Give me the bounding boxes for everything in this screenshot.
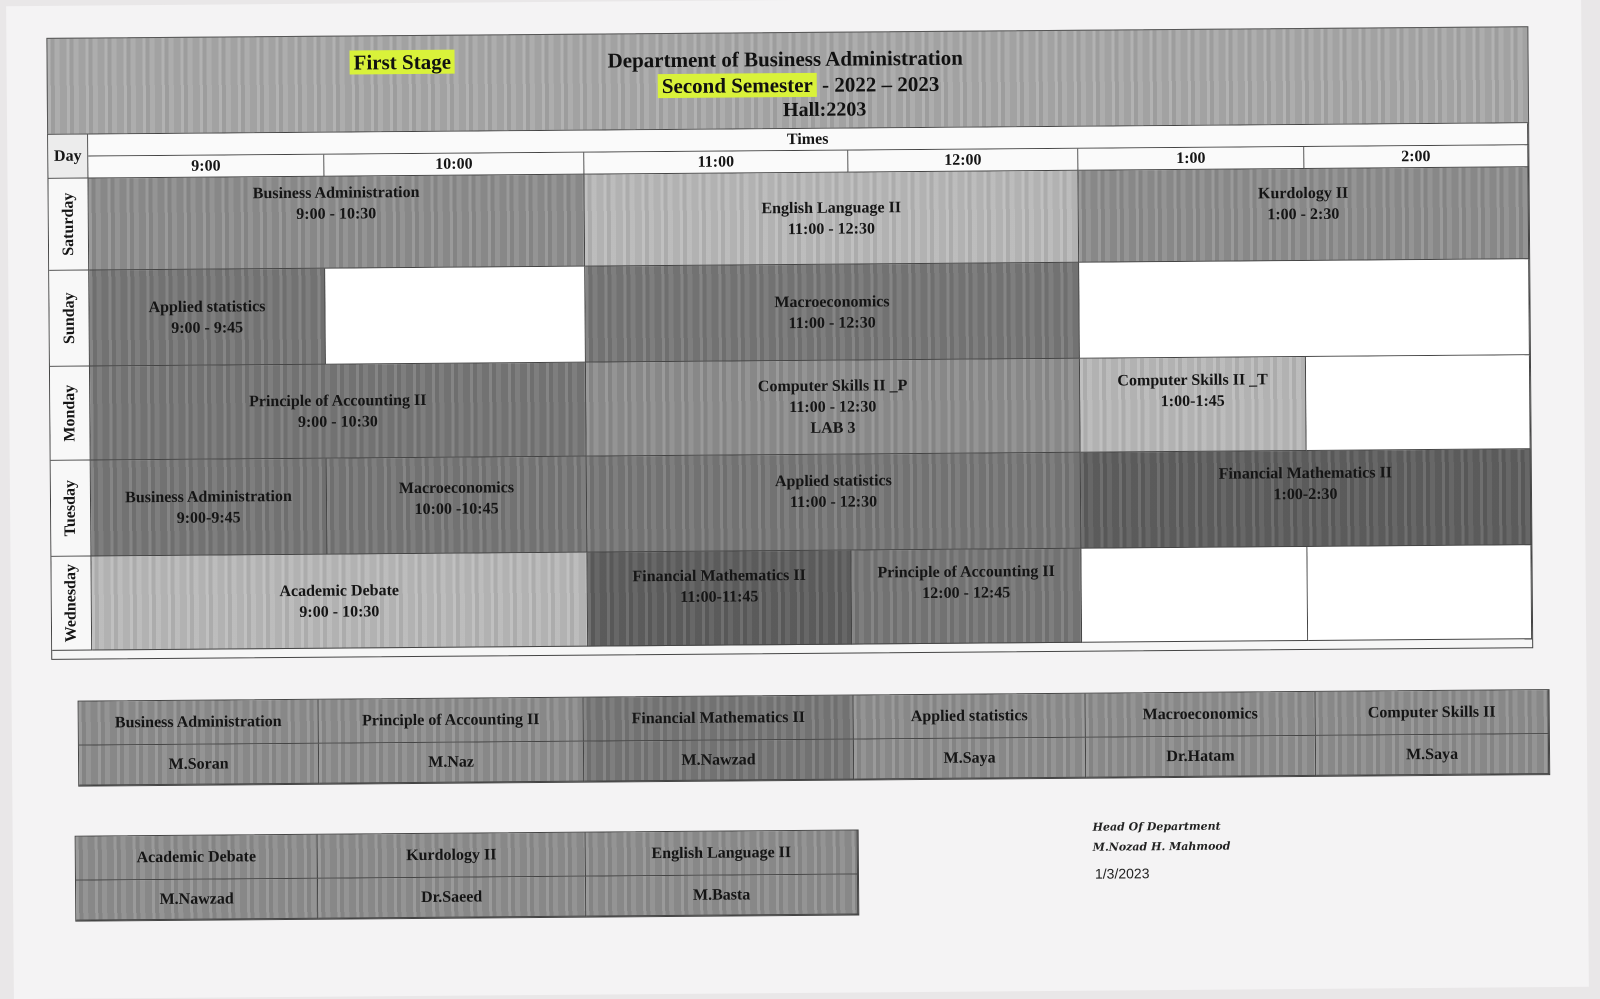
schedule-sheet	[6, 0, 1589, 999]
department-title: Department of Business Administration	[607, 45, 963, 73]
empty-slot	[325, 267, 586, 365]
course-header: Academic Debate	[76, 835, 318, 881]
teacher-name: M.Saya	[854, 738, 1086, 780]
class-time: 11:00-11:45	[680, 588, 759, 606]
class-block	[89, 269, 326, 367]
class-course: Academic Debate	[279, 581, 400, 600]
class-block	[587, 453, 1082, 553]
day-column-header: Day	[48, 135, 88, 179]
class-time: 1:00-1:45	[1160, 392, 1225, 411]
empty-slot	[1306, 355, 1531, 451]
class-block	[851, 549, 1082, 645]
class-course: English Language II	[761, 198, 902, 217]
class-time: 11:00 - 12:30	[787, 219, 876, 238]
day-text: Tuesday	[61, 479, 80, 537]
course-header: Macroeconomics	[1086, 692, 1316, 738]
time-slot-header: 11:00	[584, 151, 848, 175]
time-slot-header: 9:00	[88, 155, 324, 179]
class-course: Principle of Accounting II	[877, 562, 1055, 582]
time-slot-header: 12:00	[848, 149, 1078, 173]
class-time: 10:00 -10:45	[414, 500, 499, 519]
class-time: 1:00 - 2:30	[1267, 205, 1340, 224]
class-time: 1:00-2:30	[1273, 485, 1338, 504]
academic-year: 2022 – 2023	[834, 71, 940, 97]
teacher-name: M.Saya	[1316, 734, 1549, 776]
course-header: Business Administration	[79, 700, 319, 746]
class-course: Macroeconomics	[774, 292, 890, 311]
header-band	[46, 26, 1529, 135]
teacher-name: M.Basta	[586, 875, 858, 917]
semester-line	[658, 72, 940, 99]
class-block	[1078, 167, 1529, 263]
hall-label: Hall:2203	[782, 98, 867, 122]
class-time: 11:00 - 12:30	[789, 398, 877, 417]
class-course: Business Administration	[125, 487, 292, 506]
class-time: 9:00 - 9:45	[171, 318, 244, 337]
class-block	[585, 263, 1080, 363]
signature-block	[1093, 817, 1231, 858]
class-block	[90, 363, 587, 461]
teacher-name: M.Nawzad	[584, 740, 854, 782]
signature-name: M.Nozad H. Mahmood	[1092, 839, 1231, 854]
course-header: Principle of Accounting II	[319, 698, 584, 744]
time-slot-header: 10:00	[324, 153, 584, 177]
course-header: Financial Mathematics II	[584, 696, 854, 742]
stage-label	[349, 50, 455, 76]
day-label-wednesday	[51, 557, 92, 651]
day-text: Wednesday	[62, 564, 81, 643]
class-block	[587, 551, 852, 647]
class-time: 9:00-9:45	[176, 508, 241, 527]
day-label-monday	[50, 367, 91, 461]
teacher-name: M.Naz	[319, 742, 584, 784]
class-block	[1080, 357, 1307, 453]
class-course: Principle of Accounting II	[248, 391, 427, 410]
time-slot-header: 1:00	[1078, 147, 1304, 171]
semester-text: Second Semester	[658, 73, 817, 98]
teachers-table-2	[75, 830, 860, 922]
course-header: Computer Skills II	[1316, 690, 1549, 736]
class-course: Kurdology II	[1257, 184, 1349, 203]
day-text: Saturday	[59, 192, 78, 256]
class-block	[327, 457, 588, 555]
day-label-saturday	[48, 179, 89, 271]
class-time: 9:00 - 10:30	[299, 602, 380, 621]
class-block	[91, 459, 328, 557]
teacher-name: M.Soran	[79, 744, 319, 786]
day-text: Sunday	[60, 292, 78, 345]
signature-date: 1/3/2023	[1094, 865, 1150, 882]
course-header: Applied statistics	[854, 694, 1086, 740]
class-room: LAB 3	[810, 419, 856, 437]
class-block	[584, 171, 1079, 267]
day-label-tuesday	[51, 461, 92, 557]
teacher-name: Dr.Saeed	[318, 877, 586, 919]
empty-slot	[1079, 259, 1530, 359]
teachers-table-1	[78, 689, 1551, 787]
class-block	[88, 175, 585, 271]
class-time: 11:00 - 12:30	[788, 313, 876, 332]
class-course: Computer Skills II _P	[757, 377, 908, 396]
class-course: Computer Skills II _T	[1117, 371, 1268, 390]
class-course: Financial Mathematics II	[632, 566, 806, 586]
course-header: English Language II	[586, 831, 858, 877]
day-text: Monday	[61, 384, 79, 442]
class-course: Applied statistics	[774, 472, 892, 491]
signature-title: Head Of Department	[1092, 819, 1221, 834]
class-block	[91, 553, 588, 651]
class-time: 9:00 - 10:30	[297, 412, 378, 431]
class-course: Financial Mathematics II	[1218, 464, 1393, 483]
empty-slot	[1081, 547, 1308, 643]
class-block	[586, 359, 1081, 457]
empty-slot	[1307, 545, 1532, 641]
class-block	[1081, 449, 1532, 549]
time-slot-header: 2:00	[1304, 145, 1528, 169]
teacher-name: M.Nawzad	[76, 879, 318, 921]
class-time: 9:00 - 10:30	[296, 205, 377, 223]
class-course: Business Administration	[252, 183, 420, 203]
teacher-name: Dr.Hatam	[1086, 736, 1316, 778]
semester-separator: -	[816, 72, 835, 97]
stage-text: First Stage	[349, 50, 455, 75]
day-label-sunday	[49, 271, 90, 367]
class-time: 12:00 - 12:45	[922, 584, 1011, 603]
class-course: Macroeconomics	[398, 479, 515, 498]
class-time: 11:00 - 12:30	[789, 493, 878, 512]
timetable-grid	[47, 122, 1533, 660]
class-course: Applied statistics	[148, 297, 266, 316]
times-header: Times	[88, 123, 1528, 156]
course-header: Kurdology II	[318, 833, 586, 879]
